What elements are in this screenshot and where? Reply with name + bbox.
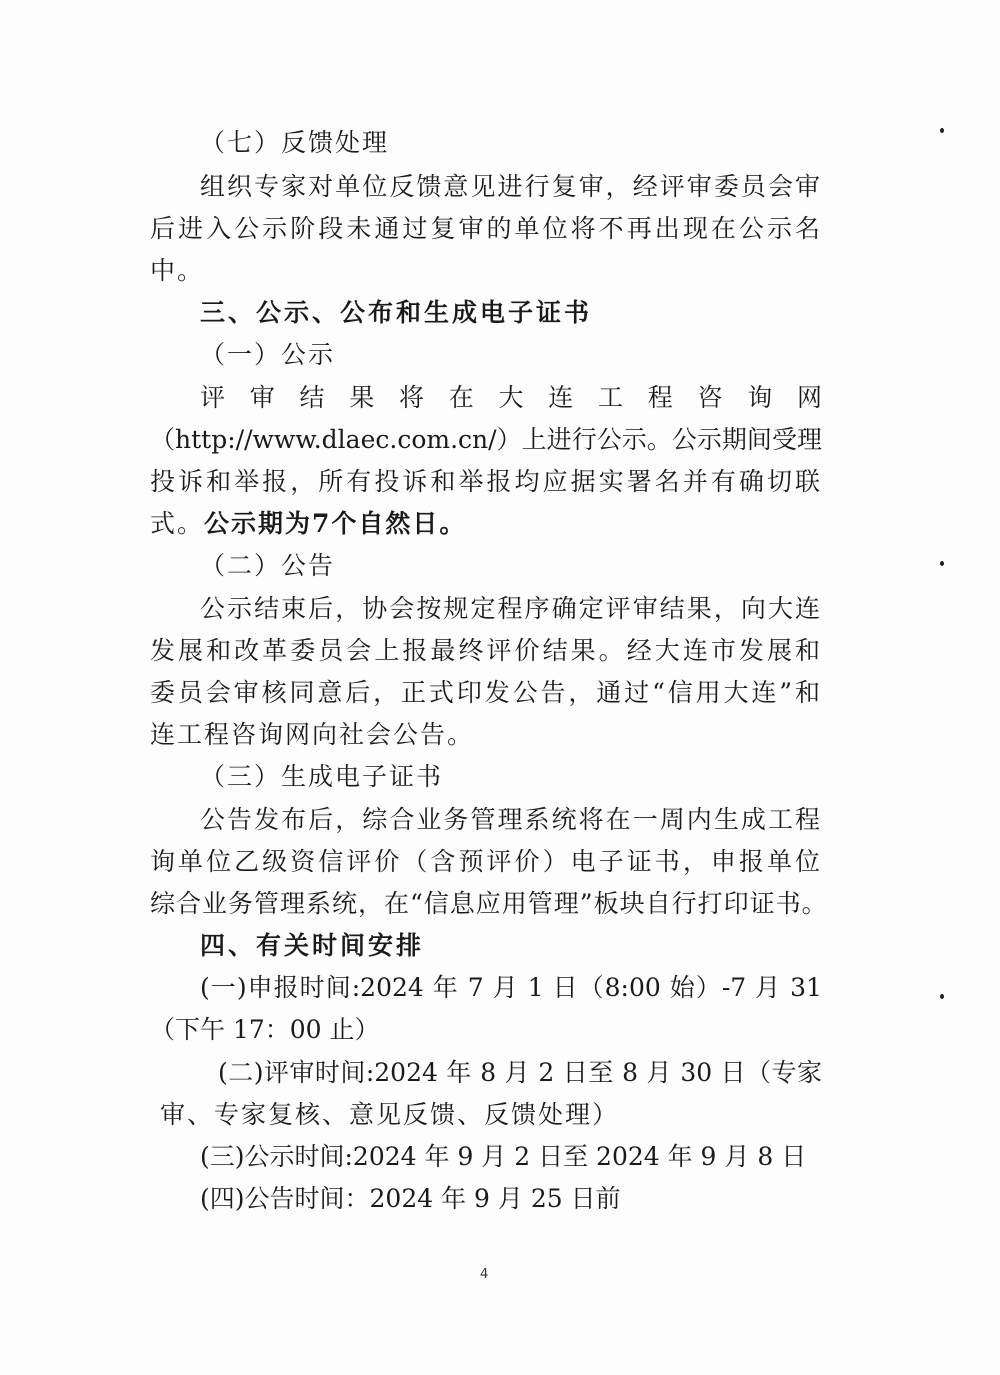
paragraph-line (150, 509, 466, 539)
schedule-publicity-time: (三)公示时间:2024 年 9 月 2 日至 2024 年 9 月 8 日 (200, 1142, 807, 1171)
scan-mark (940, 994, 944, 999)
paragraph-line: 综合业务管理系统，在“信息应用管理”板块自行打印证书。 (150, 889, 828, 918)
schedule-review-time-cont: 审、专家复核、意见反馈、反馈处理） (160, 1100, 620, 1129)
paragraph-line: 评审结果将在大连工程咨询网 (200, 383, 822, 412)
section-heading-publicity: 三、公示、公布和生成电子证书 (200, 298, 593, 327)
subsection-heading-feedback: （七）反馈处理 (200, 128, 390, 157)
paragraph-line: 公示结束后，协会按规定程序确定评审结果，向大连 (200, 594, 822, 623)
scan-mark (940, 561, 944, 566)
paragraph-line: 询单位乙级资信评价（含预评价）电子证书，申报单位 (150, 847, 822, 876)
paragraph-line: 连工程咨询网向社会公告。 (150, 720, 475, 749)
paragraph-line: 组织专家对单位反馈意见进行复审，经评审委员会审 (200, 172, 822, 201)
subsection-heading-announcement: （二）公告 (200, 551, 336, 580)
publicity-period-bold: 公示期为7个自然日。 (204, 509, 467, 538)
section-heading-schedule: 四、有关时间安排 (200, 931, 425, 960)
paragraph-line: 后进入公示阶段未通过复审的单位将不再出现在公示名 (150, 214, 822, 243)
page-number: 4 (480, 1267, 489, 1282)
text-span: 式。 (150, 509, 205, 538)
paragraph-line: 委员会审核同意后，正式印发公告，通过“信用大连”和 (150, 678, 822, 707)
paragraph-line: 公告发布后，综合业务管理系统将在一周内生成工程 (200, 805, 822, 834)
scan-mark (940, 128, 944, 133)
schedule-application-time: (一)申报时间:2024 年 7 月 1 日（8:00 始）-7 月 31 (200, 973, 822, 1002)
paragraph-line: 投诉和举报，所有投诉和举报均应据实署名并有确切联 (150, 467, 822, 496)
schedule-announcement-time: (四)公告时间：2024 年 9 月 25 日前 (200, 1184, 621, 1213)
schedule-application-time-cont: （下午 17：00 止） (150, 1015, 380, 1044)
subsection-heading-certificate: （三）生成电子证书 (200, 762, 444, 791)
paragraph-line: 中。 (150, 256, 205, 285)
subsection-heading-publicity: （一）公示 (200, 340, 336, 369)
paragraph-line: 发展和改革委员会上报最终评价结果。经大连市发展和 (150, 636, 822, 665)
schedule-review-time: (二)评审时间:2024 年 8 月 2 日至 8 月 30 日（专家 (218, 1058, 822, 1087)
paragraph-line-url: （http://www.dlaec.com.cn/）上进行公示。公示期间受理 (150, 425, 822, 454)
